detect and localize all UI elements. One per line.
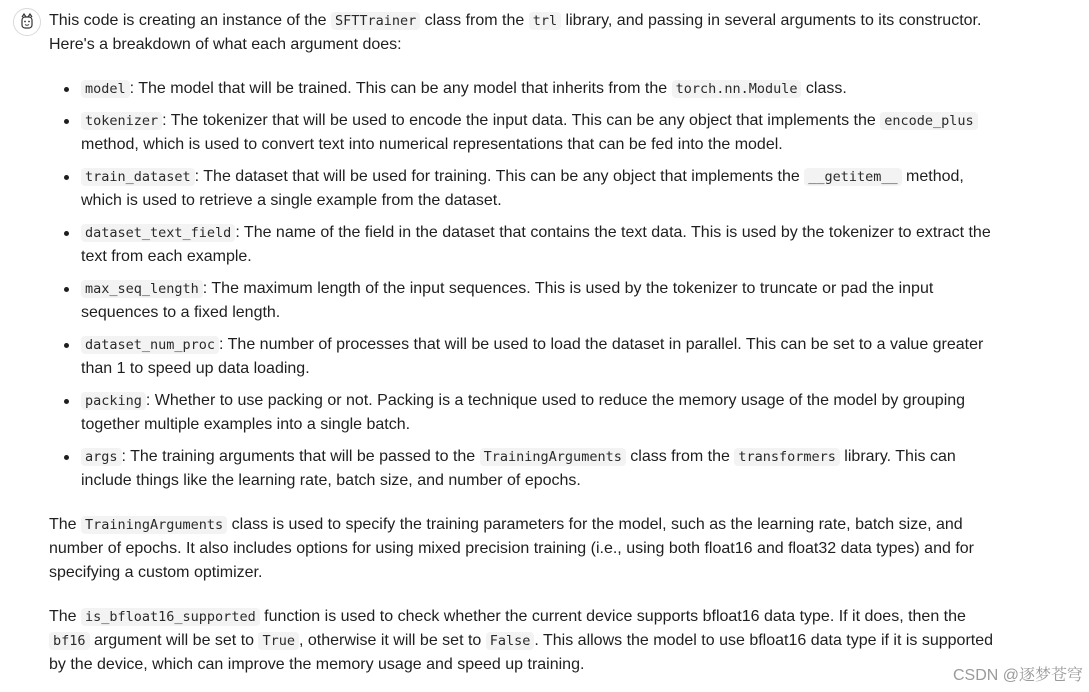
- list-item: dataset_num_proc : The number of processes that will be used to load the dataset in parallel. This can be set to a value greater than 1 to speed up data loading.: [49, 333, 1009, 381]
- code-span: args: [81, 448, 122, 466]
- argument-list: [49, 77, 1009, 493]
- code-span: dataset_num_proc: [81, 336, 219, 354]
- code-span: TrainingArguments: [480, 448, 626, 466]
- list-item: model : The model that will be trained. This can be any model that inherits from the torch.nn.Module class.: [49, 77, 1009, 101]
- code-span: TrainingArguments: [81, 516, 227, 534]
- code-span: dataset_text_field: [81, 224, 235, 242]
- list-item: train_dataset : The dataset that will be used for training. This can be any object that implements the __getitem__ method, which is used to retrieve a single example from the dataset.: [49, 165, 1009, 213]
- watermark: CSDN @逐梦苍穹: [952, 667, 1083, 684]
- list-item: dataset_text_field : The name of the field in the dataset that contains the text data. This is used by the tokenizer to extract the text from each example.: [49, 221, 1009, 269]
- intro-paragraph: This code is creating an instance of the SFTTrainer class from the trl library, and passing in several arguments to its constructor. Here's a breakdown of what each argument does:: [49, 12, 982, 53]
- code-span: tokenizer: [81, 112, 162, 130]
- code-span: train_dataset: [81, 168, 195, 186]
- code-span: bf16: [49, 632, 90, 650]
- bfloat16-paragraph: The is_bfloat16_supported function is used to check whether the current device supports bfloat16 data type. If it does, then the bf16 argument will be set to True , otherwise it will be set to False . This allows the model to use bfloat16 data type if it is supported by the device, which can improve the memory usage and speed up training.: [49, 608, 994, 673]
- code-span: max_seq_length: [81, 280, 203, 298]
- assistant-message: [49, 9, 1009, 677]
- code-span: __getitem__: [804, 168, 901, 186]
- code-span: torch.nn.Module: [672, 80, 802, 98]
- code-span: model: [81, 80, 130, 98]
- assistant-logo-icon: [19, 13, 35, 31]
- code-span: trl: [529, 12, 561, 30]
- list-item: tokenizer : The tokenizer that will be used to encode the input data. This can be any object that implements the encode_plus method, which is used to convert text into numerical representations that can be fed into the model.: [49, 109, 1009, 157]
- list-item: max_seq_length : The maximum length of the input sequences. This is used by the tokenizer to truncate or pad the input sequences to a fixed length.: [49, 277, 1009, 325]
- code-span: transformers: [734, 448, 840, 466]
- code-span: True: [258, 632, 299, 650]
- code-span: False: [486, 632, 535, 650]
- list-item: packing : Whether to use packing or not. Packing is a technique used to reduce the memory usage of the model by grouping together multiple examples into a single batch.: [49, 389, 1009, 437]
- code-span: packing: [81, 392, 146, 410]
- training-arguments-paragraph: The TrainingArguments class is used to specify the training parameters for the model, such as the learning rate, batch size, and number of epochs. It also includes options for using mixed precision training (i.e., using both float16 and float32 data types) and for specifying a custom optimizer.: [49, 516, 974, 581]
- code-span: SFTTrainer: [331, 12, 420, 30]
- assistant-avatar: [13, 8, 41, 36]
- code-span: encode_plus: [880, 112, 977, 130]
- list-item: args : The training arguments that will be passed to the TrainingArguments class from the transformers library. This can include things like the learning rate, batch size, and number of epochs.: [49, 445, 1009, 493]
- code-span: is_bfloat16_supported: [81, 608, 260, 626]
